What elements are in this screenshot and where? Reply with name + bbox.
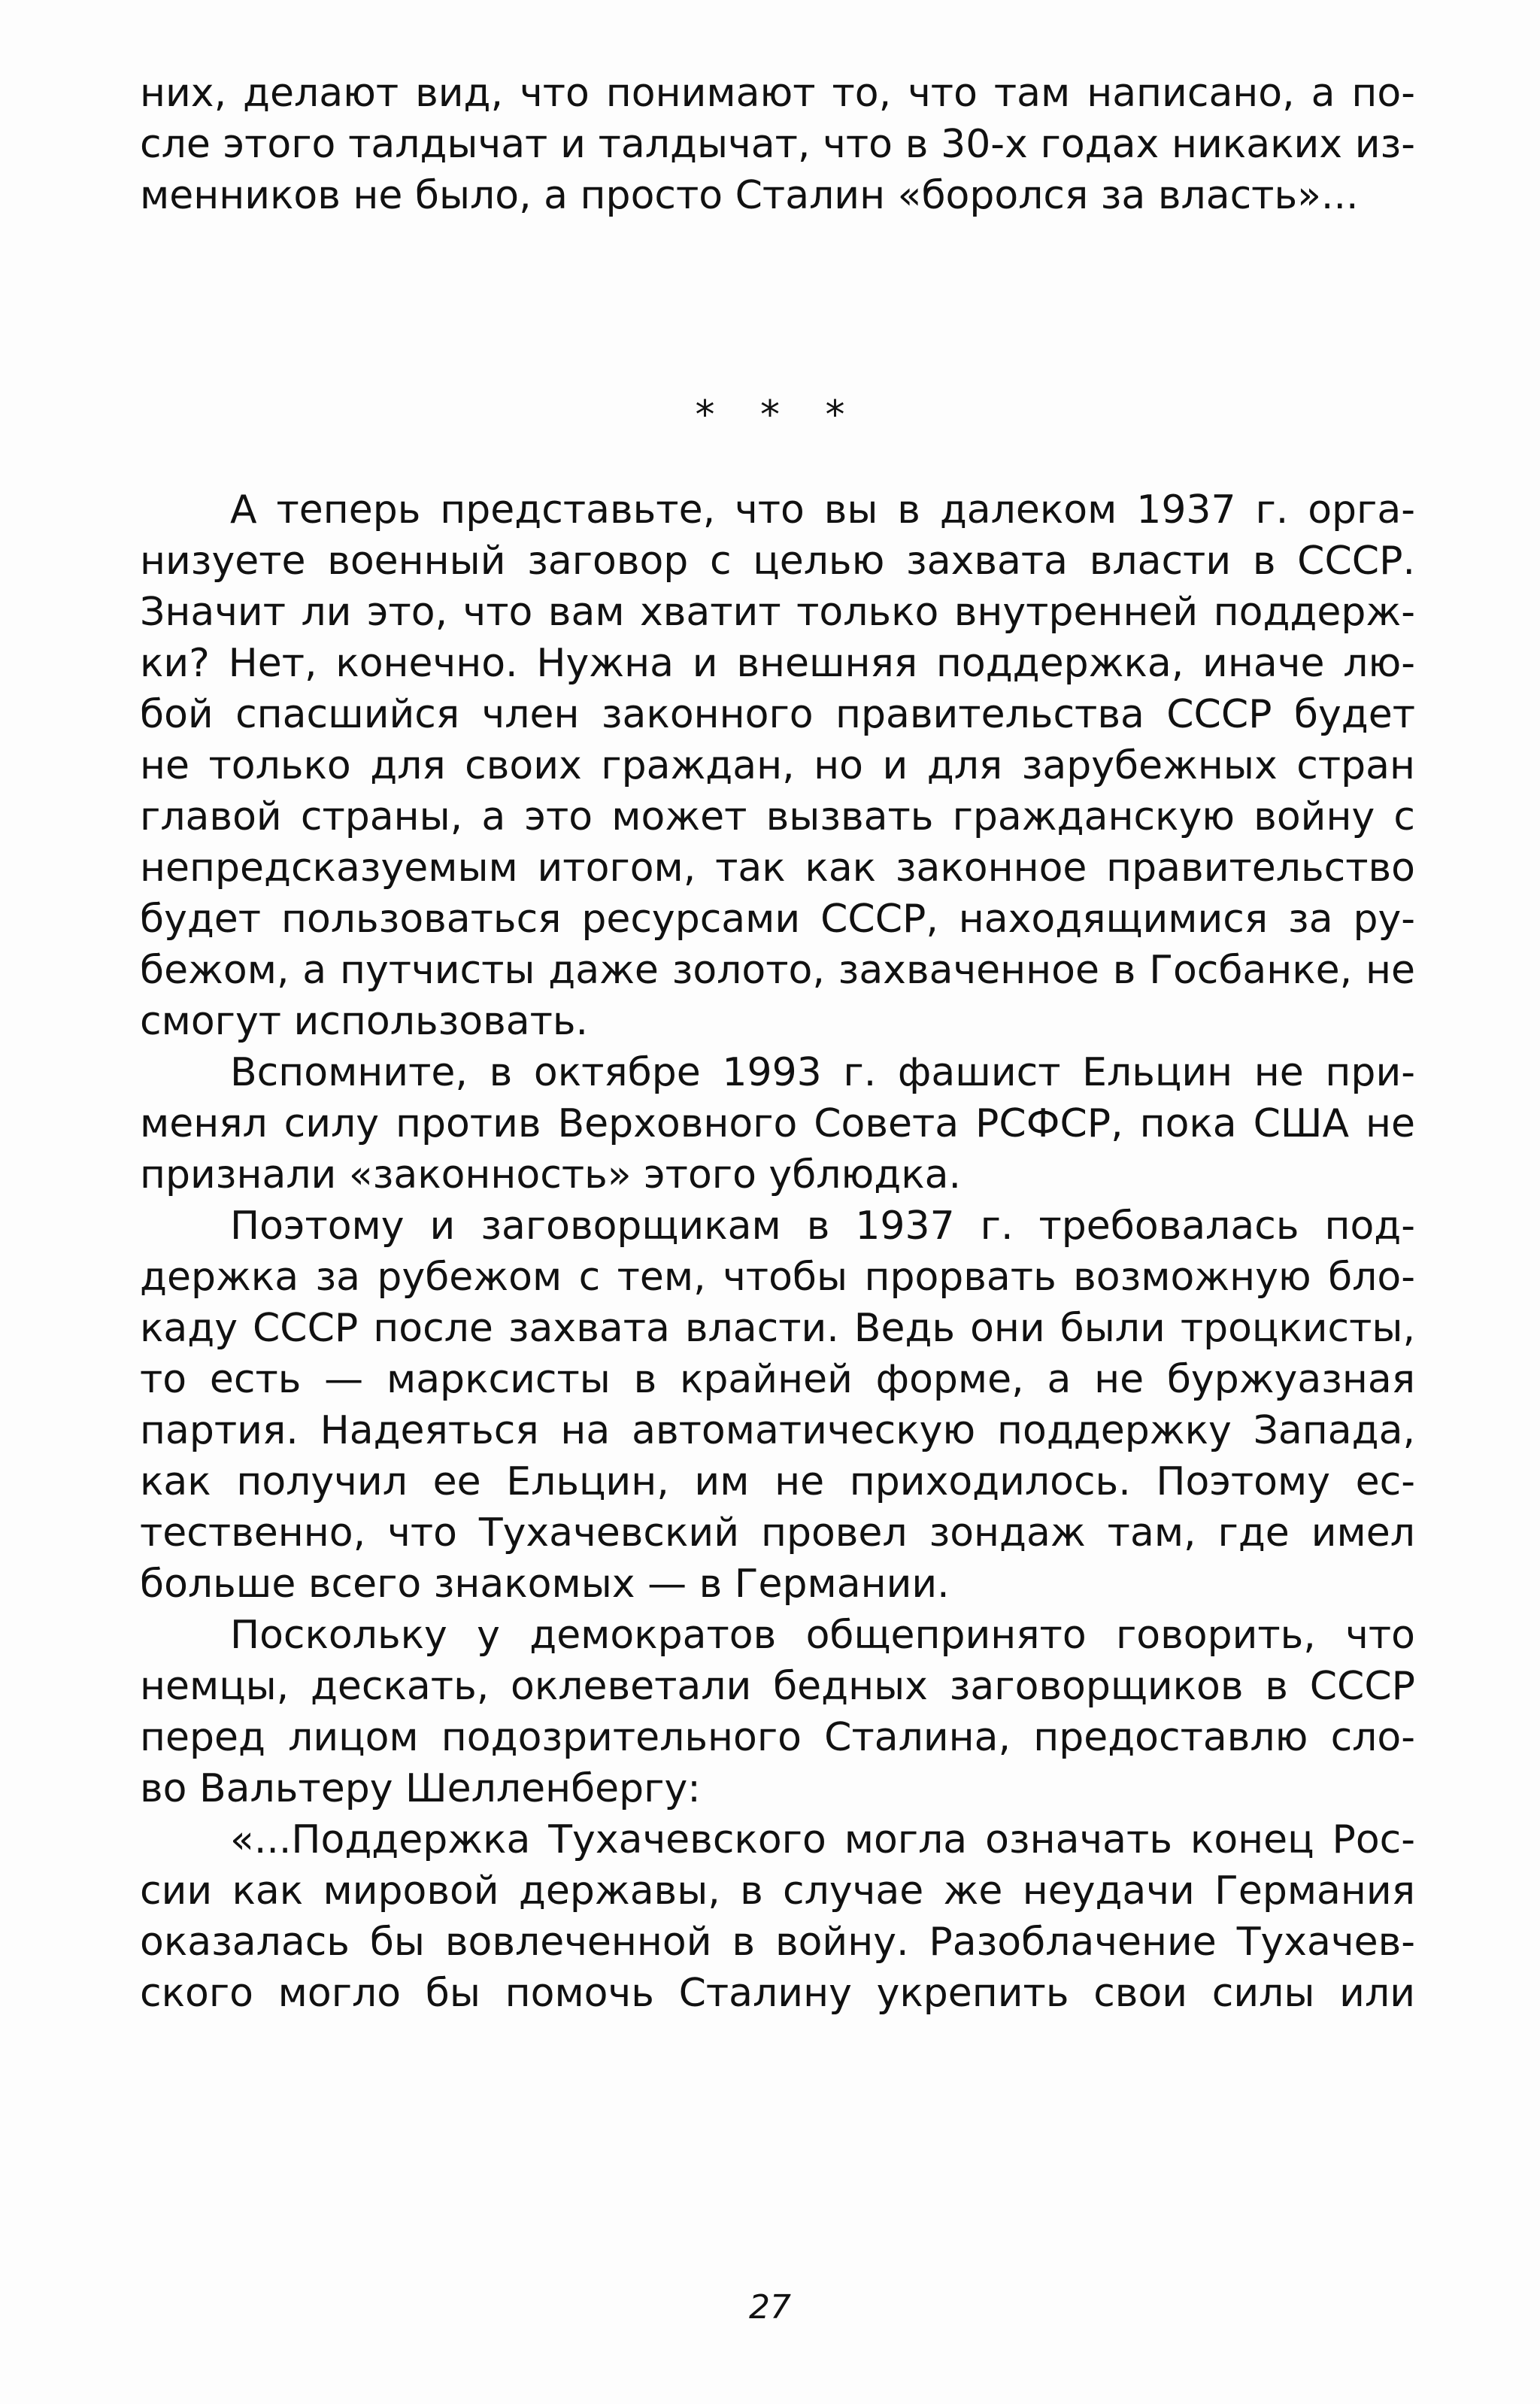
text-line: А теперь представьте, что вы в далеком 1937 г. орга- bbox=[230, 487, 1415, 533]
text-line: держка за рубежом с тем, чтобы прорвать возможную бло- bbox=[140, 1255, 1415, 1300]
text-line: будет пользоваться ресурсами СССР, находящимися за ру- bbox=[140, 897, 1415, 942]
text-line: главой страны, а это может вызвать гражданскую войну с bbox=[140, 794, 1415, 839]
text-line: «...Поддержка Тухачевского могла означать конец Рос- bbox=[230, 1817, 1415, 1862]
text-line: больше всего знакомых — в Германии. bbox=[140, 1562, 950, 1607]
text-line: бежом, а путчисты даже золото, захваченное в Госбанке, не bbox=[140, 948, 1415, 993]
text-line: признали «законность» этого ублюдка. bbox=[140, 1152, 962, 1197]
text-line: менников не было, а просто Сталин «боролся за власть»... bbox=[140, 173, 1359, 218]
text-line: ки? Нет, конечно. Нужна и внешняя поддержка, иначе лю- bbox=[140, 641, 1415, 686]
text-line: них, делают вид, что понимают то, что там написано, а по- bbox=[140, 71, 1415, 116]
text-line: смогут использовать. bbox=[140, 999, 589, 1044]
text-line: сле этого талдычат и талдычат, что в 30-х годах никаких из- bbox=[140, 122, 1415, 167]
text-line: Поскольку у демократов общепринято говорить, что bbox=[230, 1613, 1415, 1658]
text-line: Вспомните, в октябре 1993 г. фашист Ельцин не при- bbox=[230, 1050, 1415, 1095]
text-line: как получил ее Ельцин, им не приходилось. Поэтому ес- bbox=[140, 1459, 1415, 1504]
text-line: не только для своих граждан, но и для зарубежных стран bbox=[140, 743, 1415, 788]
text-line: оказалась бы вовлеченной в войну. Разоблачение Тухачев- bbox=[140, 1920, 1415, 1965]
text-line: каду СССР после захвата власти. Ведь они были троцкисты, bbox=[140, 1306, 1415, 1351]
text-line: тественно, что Тухачевский провел зондаж там, где имел bbox=[140, 1510, 1415, 1556]
text-line: низуете военный заговор с целью захвата власти в СССР. bbox=[140, 539, 1415, 584]
text-line: непредсказуемым итогом, так как законное правительство bbox=[140, 845, 1415, 891]
text-line: во Вальтеру Шелленбергу: bbox=[140, 1766, 701, 1811]
text-line: то есть — марксисты в крайней форме, а не буржуазная bbox=[140, 1357, 1415, 1402]
text-line: немцы, дескать, оклеветали бедных заговорщиков в СССР bbox=[140, 1664, 1415, 1709]
text-line: перед лицом подозрительного Сталина, предоставлю сло- bbox=[140, 1715, 1415, 1760]
text-line: партия. Надеяться на автоматическую поддержку Запада, bbox=[140, 1408, 1415, 1453]
section-separator: * * * bbox=[695, 393, 862, 438]
page-number: 27 bbox=[749, 2288, 791, 2327]
text-line: бой спасшийся член законного правительства СССР будет bbox=[140, 692, 1415, 737]
text-line: менял силу против Верховного Совета РСФСР, пока США не bbox=[140, 1101, 1415, 1146]
text-line: ского могло бы помочь Сталину укрепить свои силы или bbox=[140, 1971, 1415, 2016]
text-line: Поэтому и заговорщикам в 1937 г. требовалась под- bbox=[230, 1204, 1415, 1249]
text-line: сии как мировой державы, в случае же неудачи Германия bbox=[140, 1868, 1415, 1914]
text-line: Значит ли это, что вам хватит только внутренней поддерж- bbox=[140, 590, 1415, 635]
